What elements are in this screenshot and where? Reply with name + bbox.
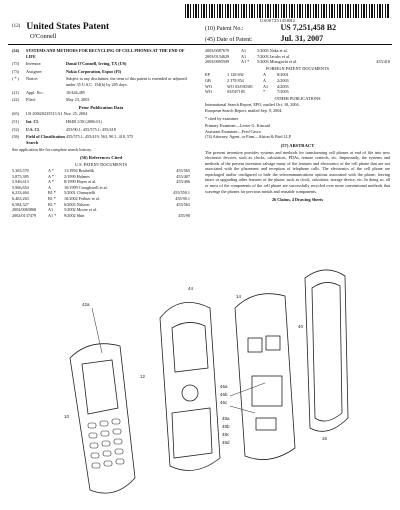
- ref-inventor: Chmaytelli: [76, 190, 96, 196]
- foreign-date: 8/2001: [277, 72, 289, 78]
- ref-kind: A *: [48, 173, 54, 179]
- figure-label: 16: [322, 436, 328, 441]
- ref-name: [257, 59, 331, 65]
- classification-field: [12, 134, 190, 145]
- ref-inventor: Shin: [76, 212, 85, 218]
- references-title: (56) References Cited: [79, 154, 123, 160]
- other-pubs-title: OTHER PUBLICATIONS: [274, 95, 321, 101]
- us-docs-title: U.S. PATENT DOCUMENTS: [74, 161, 128, 167]
- ref-kind: A *: [48, 179, 54, 185]
- foreign-date: 2/2003: [277, 77, 289, 83]
- ref-number: 5,946,613: [12, 179, 29, 185]
- figure-label: 40: [298, 324, 304, 329]
- ref-kind: A1 *: [48, 212, 57, 218]
- figure-label: 48a: [222, 416, 230, 421]
- foreign-kind: A1: [263, 83, 269, 89]
- ref-kind: A: [48, 184, 52, 190]
- foreign-country: EP: [205, 72, 210, 78]
- ref-class: 455/406: [176, 179, 190, 185]
- ref-date: 5/2003: [257, 59, 269, 65]
- classification-fields: [12, 119, 190, 145]
- foreign-kind: *: [263, 89, 266, 95]
- ref-date: 5/2003: [257, 48, 269, 53]
- inventor-short: O'Connell: [30, 33, 57, 40]
- ref-date: 6/2003: [64, 201, 76, 207]
- ref-number: 2003/0095509: [205, 59, 230, 65]
- title-field: (54) SYSTEMS AND METHODS FOR RECYCLING OF CELL PHONES AT THE END OF LIFE: [12, 48, 185, 59]
- ref-number: 6,463,263: [12, 196, 29, 202]
- patent-number-line: (10) Patent No.: US 7,251,458 B2: [205, 23, 337, 32]
- header-left: [12, 22, 109, 40]
- reference-row: [12, 213, 190, 219]
- field-value: Nokia Corporation, Espoo (FI): [66, 68, 122, 74]
- cell-phone-drawing: [70, 344, 135, 493]
- foreign-number: 1 128 692: [227, 72, 244, 78]
- ref-name: [64, 213, 138, 219]
- figure-label: 46a: [220, 384, 228, 389]
- circuit-board-drawing: [235, 294, 295, 460]
- foreign-kind: A: [263, 72, 267, 78]
- foreign-country: GB: [205, 77, 211, 83]
- field-code: (21): [12, 89, 19, 95]
- ref-inventor: Jacobs et al.: [269, 53, 291, 59]
- foreign-number: WO 03/030381: [227, 83, 253, 89]
- field-value: 10/444,485: [66, 89, 85, 95]
- field-code: (22): [12, 97, 19, 103]
- ref-class: 455/418: [376, 59, 390, 65]
- foreign-row: [205, 89, 390, 95]
- field-value: H04B 1/38 (2006.01): [66, 118, 102, 124]
- biblio-field: [12, 76, 190, 87]
- other-publications: [205, 102, 390, 113]
- ref-number: 5,966,654: [12, 184, 29, 190]
- field-value: Subject to any disclaimer, the term of this patent is extended or adjusted under 35 U.S.C. 154(b) by 205 days.: [66, 76, 187, 87]
- ref-date: 7/2003: [257, 53, 269, 59]
- figure-label: 10: [64, 414, 70, 419]
- prior-pub-title: Prior Publication Data: [78, 104, 124, 110]
- figure-label: 42a: [82, 302, 90, 307]
- ref-kind: B1 *: [48, 190, 57, 196]
- ref-class: 455/90: [178, 212, 190, 218]
- ref-number: 5,875,395: [12, 173, 29, 179]
- ref-number: 2002/0065868: [12, 207, 37, 213]
- foreign-number: 2 378 854: [227, 77, 244, 83]
- field-code: (51): [12, 118, 19, 124]
- patent-date-line: (45) Date of Patent: Jul. 31, 2007: [205, 34, 324, 43]
- classification-field: [12, 119, 190, 125]
- field-label: Inventor:: [26, 61, 42, 67]
- header-divider: [8, 44, 392, 45]
- ref-inventor: Croughwell et al.: [78, 184, 108, 190]
- ref-inventor: Nilsson: [76, 201, 90, 207]
- ref-kind: A1 *: [241, 59, 250, 65]
- foreign-country: WO: [205, 89, 212, 95]
- ref-date: 5/2002: [64, 207, 76, 213]
- ref-date: 10/1999: [64, 184, 78, 190]
- ref-number: 6,584,327: [12, 201, 29, 207]
- field-label: Assignee:: [26, 68, 43, 74]
- field-code: ( * ): [12, 76, 19, 82]
- biblio-field: [12, 69, 190, 75]
- patent-drawing: [60, 268, 350, 508]
- ref-date: 11/1994: [64, 168, 78, 174]
- ref-date: 5/2001: [64, 190, 76, 196]
- foreign-kind: A: [263, 77, 267, 83]
- foreign-date: 7/2003: [277, 89, 289, 95]
- field-label: Int. Cl.: [26, 118, 39, 124]
- ref-class: 455/563: [176, 201, 190, 207]
- field-label: U.S. Cl.: [26, 126, 40, 132]
- barcode: [185, 4, 390, 18]
- examiner-line: Assistant Examiner—Fred Casca: [205, 128, 261, 134]
- ref-kind: B1 *: [48, 196, 57, 202]
- field-value: May 23, 2003: [66, 97, 90, 103]
- bibliographic-fields: [12, 61, 190, 103]
- field-label: Field of Classification Search: [26, 134, 65, 145]
- document-title: (12) United States Patent: [12, 22, 110, 32]
- examiner-lines: [205, 123, 390, 140]
- reference-row: [205, 59, 390, 65]
- biblio-field: [12, 61, 190, 67]
- foreign-number: 03/047185: [227, 89, 245, 95]
- ref-number: 2003/0087679: [205, 48, 230, 53]
- other-publication: International Search Report, EPO, mailed Oct. 18, 2004.: [205, 102, 300, 108]
- ref-inventor: Mizuguchi et al.: [269, 59, 298, 65]
- figure-label: 14: [236, 294, 242, 299]
- biblio-field: [12, 90, 190, 96]
- other-publication: European Search Report, mailed Sep. 9, 2004.: [205, 107, 283, 113]
- cited-note: * cited by examiner: [205, 115, 239, 121]
- ref-date: 8/1999: [64, 179, 76, 185]
- field-value: Donal O'Connell, Irving, TX (US): [66, 61, 127, 67]
- figure-label: 48d: [222, 440, 230, 445]
- ref-inventor: Naka et al.: [269, 48, 288, 53]
- ref-inventor: Moore et al.: [76, 207, 98, 213]
- examiner-line: Primary Examiner—Lester G. Kincaid: [205, 123, 270, 129]
- field-code: (58): [12, 134, 19, 140]
- ref-inventor: Hayes et al.: [76, 179, 97, 185]
- figure-label: 44: [188, 286, 194, 291]
- field-code: (75): [12, 61, 19, 67]
- ref-date: 9/2002: [64, 212, 76, 218]
- ref-number: 2003/0134629: [205, 53, 230, 59]
- field-value: 455/90.1; 455/575.1; 455/418: [66, 126, 116, 132]
- biblio-field: [12, 97, 190, 103]
- ref-kind: A *: [48, 168, 54, 174]
- foreign-date: 4/2003: [277, 83, 289, 89]
- examiner-line: (74) Attorney, Agent, or Firm—Alston & Bird LLP: [205, 134, 291, 140]
- ref-date: 10/2002: [64, 196, 78, 202]
- front-cover-drawing: [160, 302, 220, 470]
- ref-class: 455/550.1: [173, 190, 190, 196]
- claims-summary: 26 Claims, 4 Drawing Sheets: [271, 197, 324, 203]
- foreign-docs-title: FOREIGN PATENT DOCUMENTS: [265, 65, 330, 71]
- field-label: Filed:: [26, 97, 36, 103]
- field-code: (73): [12, 68, 19, 74]
- foreign-country: WO: [205, 83, 212, 89]
- ref-kind: A1: [48, 207, 54, 213]
- ref-inventor: Boubelik: [78, 168, 94, 174]
- figure-label: 12: [140, 374, 146, 379]
- ref-inventor: Feilner et al.: [78, 196, 100, 202]
- classification-field: [12, 127, 190, 133]
- figure-label: 48c: [222, 432, 230, 437]
- ref-class: 455/407: [176, 173, 190, 179]
- header-right: [205, 23, 336, 45]
- left-column: [12, 48, 190, 218]
- ref-number: 6,233,464: [12, 190, 29, 196]
- us-patent-documents: [12, 168, 190, 218]
- references-continued: [205, 48, 390, 65]
- field-code: (52): [12, 126, 19, 132]
- figure-label: 46b: [220, 392, 228, 397]
- ref-date: 2/1999: [64, 173, 76, 179]
- ref-kind: B1 *: [48, 201, 57, 207]
- prior-pub-field: (65) US 2004/0235513 A1 Nov. 25, 2004: [12, 111, 88, 117]
- right-column: [205, 48, 390, 203]
- abstract-text: The present invention provides systems and methods for transforming cell phones at end of life into new electronic devices, such as clocks, calculators, PDAs, remote controls, etc. Importantly, the systems and methods of the present invention salvage many of the features and electronics of the cell phone that are not associated with the placement and reception of telephone calls. The electronics of the cell phone are repackaged and/or configured to hide the telecommunications options associated with the phone, leaving intact or upgrading other features of the phone, such as clock, calculator, storage device, etc. In doing so, all or most of the components of the cell phone are successfully recycled over more conventional methods that scavenge the phones for precious metals and reusable components.: [205, 149, 390, 194]
- field-value: 455/575.1, 455/419, 563, 90.1, 418, 575: [66, 134, 134, 140]
- ref-class: 455/90.1: [175, 196, 190, 202]
- ref-inventor: Holmes: [76, 173, 90, 179]
- field-label: Notice:: [26, 76, 39, 82]
- ref-kind: A1: [241, 48, 247, 53]
- ref-kind: A1: [241, 53, 247, 59]
- ref-class: 455/565: [176, 168, 190, 174]
- ref-number: 5,365,570: [12, 168, 29, 174]
- foreign-patent-documents: [205, 72, 390, 94]
- back-cover-drawing: [305, 270, 348, 431]
- abstract-title: (57) ABSTRACT: [280, 142, 315, 148]
- barcode-number: US007251458B2: [260, 18, 296, 23]
- field-label: Appl. No.:: [26, 89, 44, 95]
- search-note: See application file for complete search history.: [12, 147, 92, 153]
- figure-label: 46c: [220, 400, 228, 405]
- figure-label: 48b: [222, 424, 230, 429]
- ref-number: 2002/0137479: [12, 212, 37, 218]
